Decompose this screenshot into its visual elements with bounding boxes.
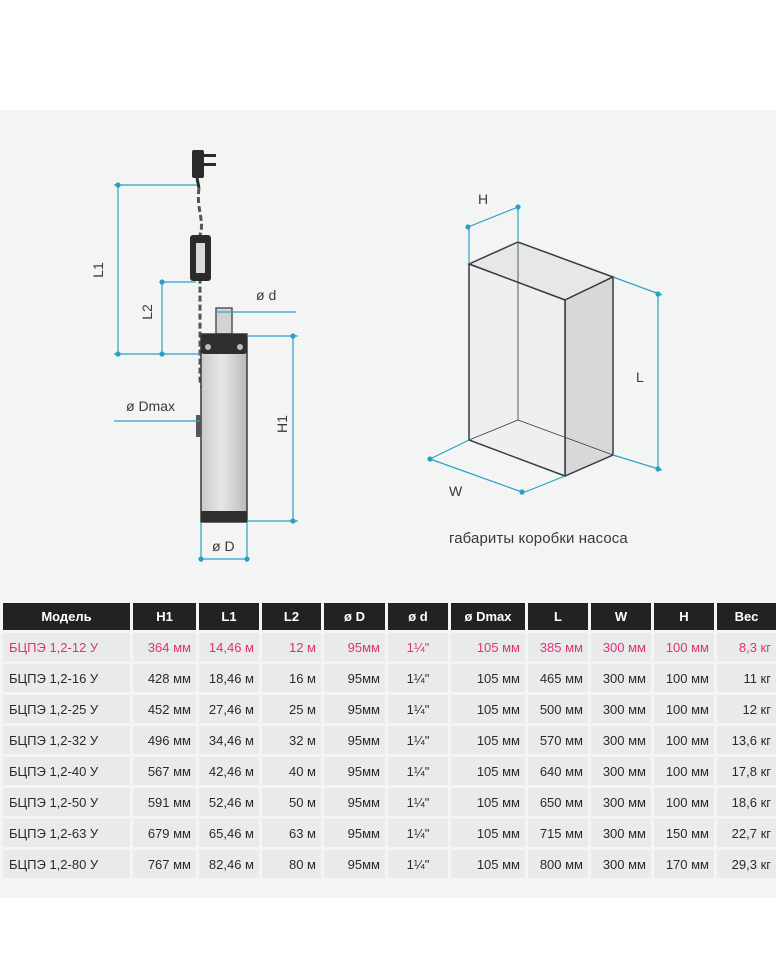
table-cell: 1¼" — [388, 757, 448, 785]
model-cell: БЦПЭ 1,2-80 У — [3, 850, 130, 878]
header-cell: W — [591, 603, 651, 630]
table-cell: 500 мм — [528, 695, 588, 723]
header-cell: Модель — [3, 603, 130, 630]
table-cell: 300 мм — [591, 757, 651, 785]
table-cell: 1¼" — [388, 726, 448, 754]
table-cell: 82,46 м — [199, 850, 259, 878]
dimension-diagram — [0, 110, 776, 590]
table-cell: 640 мм — [528, 757, 588, 785]
table-cell: 428 мм — [133, 664, 196, 692]
table-cell: 95мм — [324, 726, 385, 754]
label-box-w: W — [449, 483, 463, 499]
table-cell: 452 мм — [133, 695, 196, 723]
table-cell: 105 мм — [451, 633, 525, 661]
model-cell: БЦПЭ 1,2-16 У — [3, 664, 130, 692]
table-cell: 100 мм — [654, 757, 714, 785]
table-cell: 105 мм — [451, 726, 525, 754]
table-row — [3, 819, 776, 847]
table-row — [3, 850, 776, 878]
table-cell: 95мм — [324, 757, 385, 785]
table-row — [3, 726, 776, 754]
plug-icon — [192, 150, 216, 188]
table-cell: 1¼" — [388, 695, 448, 723]
table-cell: 300 мм — [591, 726, 651, 754]
table-row — [3, 633, 776, 661]
table-cell: 52,46 м — [199, 788, 259, 816]
table-cell: 32 м — [262, 726, 321, 754]
table-cell: 300 мм — [591, 664, 651, 692]
table-cell: 100 мм — [654, 664, 714, 692]
header-cell: ø D — [324, 603, 385, 630]
table-cell: 570 мм — [528, 726, 588, 754]
table-cell: 105 мм — [451, 850, 525, 878]
table-cell: 12 м — [262, 633, 321, 661]
model-cell: БЦПЭ 1,2-63 У — [3, 819, 130, 847]
table-cell: 100 мм — [654, 788, 714, 816]
table-cell: 679 мм — [133, 819, 196, 847]
table-cell: 42,46 м — [199, 757, 259, 785]
model-cell: БЦПЭ 1,2-12 У — [3, 633, 130, 661]
table-cell: 22,7 кг — [717, 819, 776, 847]
table-cell: 63 м — [262, 819, 321, 847]
table-cell: 11 кг — [717, 664, 776, 692]
table-cell: 95мм — [324, 695, 385, 723]
table-cell: 105 мм — [451, 819, 525, 847]
pump-body — [201, 334, 247, 522]
label-box-l: L — [636, 369, 644, 385]
table-cell: 65,46 м — [199, 819, 259, 847]
table-row — [3, 788, 776, 816]
table-cell: 50 м — [262, 788, 321, 816]
table-cell: 29,3 кг — [717, 850, 776, 878]
table-cell: 8,3 кг — [717, 633, 776, 661]
label-l2: L2 — [139, 304, 155, 320]
table-cell: 16 м — [262, 664, 321, 692]
table-cell: 95мм — [324, 850, 385, 878]
table-cell: 13,6 кг — [717, 726, 776, 754]
table-cell: 100 мм — [654, 726, 714, 754]
pump-drawing — [190, 150, 247, 522]
table-cell: 300 мм — [591, 819, 651, 847]
model-cell: БЦПЭ 1,2-25 У — [3, 695, 130, 723]
table-cell: 12 кг — [717, 695, 776, 723]
table-cell: 300 мм — [591, 633, 651, 661]
table-cell: 100 мм — [654, 633, 714, 661]
table-cell: 567 мм — [133, 757, 196, 785]
label-box-h: H — [478, 191, 489, 207]
header-cell: H1 — [133, 603, 196, 630]
table-cell: 18,6 кг — [717, 788, 776, 816]
table-cell: 300 мм — [591, 788, 651, 816]
table-cell: 25 м — [262, 695, 321, 723]
table-cell: 150 мм — [654, 819, 714, 847]
table-cell: 767 мм — [133, 850, 196, 878]
header-cell: ø d — [388, 603, 448, 630]
table-cell: 1¼" — [388, 819, 448, 847]
table-cell: 40 м — [262, 757, 321, 785]
table-cell: 105 мм — [451, 695, 525, 723]
model-cell: БЦПЭ 1,2-50 У — [3, 788, 130, 816]
table-cell: 364 мм — [133, 633, 196, 661]
label-d-max: ø Dmax — [126, 398, 175, 414]
table-cell: 1¼" — [388, 850, 448, 878]
label-d-big: ø D — [212, 538, 235, 554]
table-cell: 100 мм — [654, 695, 714, 723]
table-row — [3, 695, 776, 723]
table-cell: 1¼" — [388, 788, 448, 816]
label-l1: L1 — [90, 262, 106, 278]
table-cell: 14,46 м — [199, 633, 259, 661]
box-caption: габариты коробки насоса — [449, 530, 628, 547]
header-cell: L — [528, 603, 588, 630]
table-cell: 18,46 м — [199, 664, 259, 692]
label-d-small: ø d — [256, 287, 277, 303]
table-cell: 95мм — [324, 664, 385, 692]
table-cell: 385 мм — [528, 633, 588, 661]
header-cell: L1 — [199, 603, 259, 630]
table-cell: 800 мм — [528, 850, 588, 878]
table-cell: 34,46 м — [199, 726, 259, 754]
specs-table — [0, 600, 776, 881]
table-cell: 17,8 кг — [717, 757, 776, 785]
table-cell: 496 мм — [133, 726, 196, 754]
table-cell: 591 мм — [133, 788, 196, 816]
table-cell: 95мм — [324, 819, 385, 847]
box-drawing — [469, 242, 613, 476]
table-cell: 105 мм — [451, 757, 525, 785]
table-cell: 1¼" — [388, 664, 448, 692]
header-cell: Вес — [717, 603, 776, 630]
table-header-row — [3, 603, 776, 630]
header-cell: H — [654, 603, 714, 630]
table-cell: 105 мм — [451, 788, 525, 816]
model-cell: БЦПЭ 1,2-40 У — [3, 757, 130, 785]
table-cell: 465 мм — [528, 664, 588, 692]
model-cell: БЦПЭ 1,2-32 У — [3, 726, 130, 754]
table-cell: 95мм — [324, 788, 385, 816]
table-cell: 170 мм — [654, 850, 714, 878]
table-row — [3, 664, 776, 692]
table-cell: 105 мм — [451, 664, 525, 692]
table-row — [3, 757, 776, 785]
table-cell: 300 мм — [591, 695, 651, 723]
table-cell: 300 мм — [591, 850, 651, 878]
table-cell: 27,46 м — [199, 695, 259, 723]
table-cell: 1¼" — [388, 633, 448, 661]
table-cell: 95мм — [324, 633, 385, 661]
table-cell: 715 мм — [528, 819, 588, 847]
table-cell: 650 мм — [528, 788, 588, 816]
table-cell: 80 м — [262, 850, 321, 878]
header-cell: ø Dmax — [451, 603, 525, 630]
label-h1: H1 — [274, 415, 290, 433]
header-cell: L2 — [262, 603, 321, 630]
